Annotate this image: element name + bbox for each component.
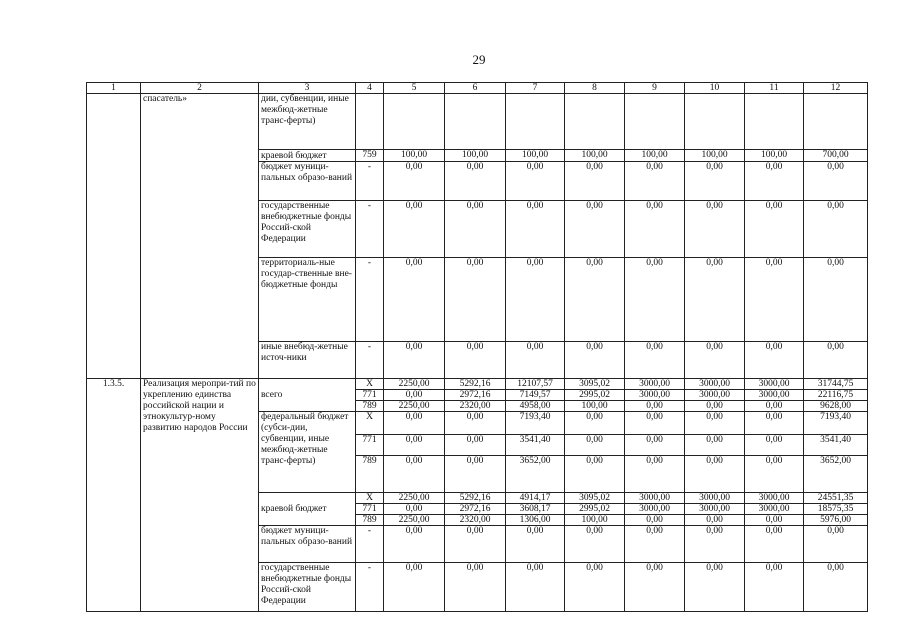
value-cell: 0,00 <box>685 162 745 201</box>
value-cell: 3000,00 <box>745 504 804 515</box>
budget-table <box>86 82 868 612</box>
value-cell: 100,00 <box>745 150 804 162</box>
value-cell: 0,00 <box>384 342 445 379</box>
value-cell: 4914,17 <box>506 493 565 504</box>
value-cell: 3652,00 <box>804 456 868 493</box>
funding-source-cell: бюджет муници-пальных образо-ваний <box>259 162 356 201</box>
value-cell: 3000,00 <box>625 390 685 401</box>
value-cell: 0,00 <box>506 526 565 563</box>
value-cell: 0,00 <box>804 563 868 612</box>
code-cell: - <box>356 342 384 379</box>
value-cell: 3000,00 <box>745 379 804 390</box>
item-index-cell: 1.3.5. <box>87 379 141 612</box>
value-cell: 2995,02 <box>565 390 625 401</box>
value-cell: 0,00 <box>625 342 685 379</box>
value-cell: 9628,00 <box>804 401 868 412</box>
value-cell: 2972,16 <box>445 504 506 515</box>
value-cell: 0,00 <box>384 526 445 563</box>
value-cell: 5292,16 <box>445 493 506 504</box>
value-cell: 3652,00 <box>506 456 565 493</box>
value-cell: 100,00 <box>625 150 685 162</box>
code-cell: - <box>356 563 384 612</box>
value-cell: 5976,00 <box>804 515 868 526</box>
value-cell: 3608,17 <box>506 504 565 515</box>
value-cell: 3000,00 <box>625 379 685 390</box>
value-cell: 0,00 <box>745 201 804 258</box>
value-cell: 7149,57 <box>506 390 565 401</box>
value-cell: 12107,57 <box>506 379 565 390</box>
value-cell: 0,00 <box>565 456 625 493</box>
value-cell <box>445 94 506 150</box>
page-number: 29 <box>472 52 486 67</box>
value-cell: 0,00 <box>685 526 745 563</box>
value-cell: 0,00 <box>745 412 804 435</box>
code-cell: - <box>356 526 384 563</box>
value-cell: 0,00 <box>565 412 625 435</box>
value-cell: 0,00 <box>745 258 804 342</box>
value-cell: 100,00 <box>685 150 745 162</box>
value-cell: 0,00 <box>745 456 804 493</box>
value-cell: 0,00 <box>625 563 685 612</box>
value-cell: 0,00 <box>445 435 506 456</box>
item-name-cell: Реализация меропри-тий по укреплению единства российской нации и этнокультур-ному развитию народов России <box>141 379 259 612</box>
value-cell: 100,00 <box>506 150 565 162</box>
code-cell: - <box>356 162 384 201</box>
value-cell: 1306,00 <box>506 515 565 526</box>
value-cell: 0,00 <box>685 201 745 258</box>
value-cell: 0,00 <box>565 201 625 258</box>
value-cell: 0,00 <box>625 435 685 456</box>
value-cell: 0,00 <box>625 258 685 342</box>
code-cell: 789 <box>356 456 384 493</box>
item-index-cell <box>87 94 141 379</box>
funding-source-cell: государственные внебюджетные фонды Россий-ской Федерации <box>259 563 356 612</box>
code-cell: 771 <box>356 504 384 515</box>
value-cell: 0,00 <box>445 563 506 612</box>
funding-source-cell: иные внебюд-жетные источ-ники <box>259 342 356 379</box>
value-cell: 31744,75 <box>804 379 868 390</box>
value-cell <box>506 94 565 150</box>
value-cell: 0,00 <box>445 456 506 493</box>
code-cell <box>356 94 384 150</box>
value-cell: 700,00 <box>804 150 868 162</box>
value-cell: 0,00 <box>685 456 745 493</box>
column-header: 1 <box>87 83 141 94</box>
value-cell: 100,00 <box>565 515 625 526</box>
value-cell: 4958,00 <box>506 401 565 412</box>
value-cell: 0,00 <box>685 563 745 612</box>
value-cell: 100,00 <box>445 150 506 162</box>
value-cell: 0,00 <box>625 401 685 412</box>
value-cell: 2320,00 <box>445 515 506 526</box>
value-cell: 0,00 <box>445 201 506 258</box>
value-cell: 0,00 <box>745 342 804 379</box>
column-header: 10 <box>685 83 745 94</box>
code-cell: X <box>356 379 384 390</box>
value-cell: 0,00 <box>384 563 445 612</box>
value-cell: 0,00 <box>625 515 685 526</box>
value-cell: 0,00 <box>685 412 745 435</box>
value-cell: 0,00 <box>384 162 445 201</box>
value-cell: 3541,40 <box>804 435 868 456</box>
column-header: 8 <box>565 83 625 94</box>
value-cell: 3000,00 <box>685 390 745 401</box>
value-cell <box>745 94 804 150</box>
value-cell: 0,00 <box>625 526 685 563</box>
value-cell: 0,00 <box>565 342 625 379</box>
value-cell: 3541,40 <box>506 435 565 456</box>
value-cell: 0,00 <box>445 258 506 342</box>
code-cell: - <box>356 201 384 258</box>
value-cell: 0,00 <box>565 563 625 612</box>
value-cell: 0,00 <box>445 526 506 563</box>
column-header: 6 <box>445 83 506 94</box>
value-cell: 0,00 <box>625 456 685 493</box>
value-cell: 0,00 <box>745 162 804 201</box>
value-cell: 0,00 <box>445 162 506 201</box>
column-header: 9 <box>625 83 685 94</box>
value-cell: 0,00 <box>685 401 745 412</box>
funding-source-cell: территориаль-ные государ-ственные вне-бюджетные фонды <box>259 258 356 342</box>
value-cell: 0,00 <box>506 258 565 342</box>
value-cell: 0,00 <box>565 258 625 342</box>
value-cell: 0,00 <box>625 162 685 201</box>
value-cell: 0,00 <box>745 563 804 612</box>
value-cell <box>565 94 625 150</box>
column-header: 4 <box>356 83 384 94</box>
value-cell: 0,00 <box>384 201 445 258</box>
value-cell: 3000,00 <box>625 493 685 504</box>
value-cell: 0,00 <box>506 162 565 201</box>
value-cell: 0,00 <box>804 258 868 342</box>
value-cell: 100,00 <box>384 150 445 162</box>
value-cell: 3000,00 <box>745 390 804 401</box>
code-cell: - <box>356 258 384 342</box>
value-cell: 0,00 <box>685 342 745 379</box>
value-cell: 0,00 <box>804 526 868 563</box>
value-cell: 0,00 <box>506 342 565 379</box>
value-cell: 3000,00 <box>685 493 745 504</box>
value-cell <box>384 94 445 150</box>
column-header: 2 <box>141 83 259 94</box>
value-cell: 0,00 <box>384 435 445 456</box>
value-cell: 22116,75 <box>804 390 868 401</box>
funding-source-cell: краевой бюджет <box>259 150 356 162</box>
table-row <box>87 94 868 150</box>
value-cell: 2972,16 <box>445 390 506 401</box>
value-cell <box>804 94 868 150</box>
value-cell: 0,00 <box>745 526 804 563</box>
column-header: 12 <box>804 83 868 94</box>
value-cell: 2250,00 <box>384 493 445 504</box>
value-cell <box>625 94 685 150</box>
value-cell: 0,00 <box>384 412 445 435</box>
column-header: 11 <box>745 83 804 94</box>
funding-source-cell: всего <box>259 379 356 412</box>
value-cell: 0,00 <box>445 412 506 435</box>
value-cell: 0,00 <box>745 515 804 526</box>
value-cell: 5292,16 <box>445 379 506 390</box>
value-cell: 0,00 <box>565 162 625 201</box>
value-cell: 2995,02 <box>565 504 625 515</box>
code-cell: 789 <box>356 515 384 526</box>
code-cell: 789 <box>356 401 384 412</box>
value-cell: 2320,00 <box>445 401 506 412</box>
funding-source-cell: бюджет муници-пальных образо-ваний <box>259 526 356 563</box>
header-row <box>87 83 868 94</box>
value-cell: 100,00 <box>565 150 625 162</box>
value-cell: 0,00 <box>384 258 445 342</box>
value-cell: 0,00 <box>384 504 445 515</box>
value-cell <box>685 94 745 150</box>
table-row <box>87 379 868 390</box>
value-cell: 0,00 <box>506 201 565 258</box>
value-cell: 0,00 <box>384 456 445 493</box>
value-cell: 2250,00 <box>384 379 445 390</box>
value-cell: 24551,35 <box>804 493 868 504</box>
value-cell: 100,00 <box>565 401 625 412</box>
value-cell: 0,00 <box>384 390 445 401</box>
value-cell: 3095,02 <box>565 379 625 390</box>
value-cell: 3000,00 <box>625 504 685 515</box>
code-cell: X <box>356 493 384 504</box>
funding-source-cell: государственные внебюджетные фонды Россий-ской Федерации <box>259 201 356 258</box>
value-cell: 0,00 <box>445 342 506 379</box>
value-cell: 3095,02 <box>565 493 625 504</box>
value-cell: 0,00 <box>745 401 804 412</box>
value-cell: 0,00 <box>685 515 745 526</box>
value-cell: 18575,35 <box>804 504 868 515</box>
funding-source-cell: краевой бюджет <box>259 493 356 526</box>
value-cell: 0,00 <box>685 258 745 342</box>
value-cell: 0,00 <box>625 201 685 258</box>
value-cell: 0,00 <box>625 412 685 435</box>
value-cell: 0,00 <box>804 162 868 201</box>
value-cell: 0,00 <box>565 435 625 456</box>
column-header: 7 <box>506 83 565 94</box>
value-cell: 0,00 <box>685 435 745 456</box>
value-cell: 7193,40 <box>804 412 868 435</box>
code-cell: 759 <box>356 150 384 162</box>
value-cell: 7193,40 <box>506 412 565 435</box>
column-header: 5 <box>384 83 445 94</box>
code-cell: 771 <box>356 435 384 456</box>
value-cell: 3000,00 <box>745 493 804 504</box>
column-header: 3 <box>259 83 356 94</box>
value-cell: 2250,00 <box>384 401 445 412</box>
value-cell: 2250,00 <box>384 515 445 526</box>
value-cell: 0,00 <box>804 342 868 379</box>
code-cell: X <box>356 412 384 435</box>
value-cell: 3000,00 <box>685 504 745 515</box>
code-cell: 771 <box>356 390 384 401</box>
funding-source-cell: дии, субвенции, иные межбюд-жетные транс-ферты) <box>259 94 356 150</box>
value-cell: 0,00 <box>804 201 868 258</box>
value-cell: 0,00 <box>506 563 565 612</box>
funding-source-cell: федеральный бюджет (субси-дии, субвенции, иные межбюд-жетные транс-ферты) <box>259 412 356 493</box>
item-name-cell: спасатель» <box>141 94 259 379</box>
value-cell: 3000,00 <box>685 379 745 390</box>
value-cell: 0,00 <box>565 526 625 563</box>
value-cell: 0,00 <box>745 435 804 456</box>
